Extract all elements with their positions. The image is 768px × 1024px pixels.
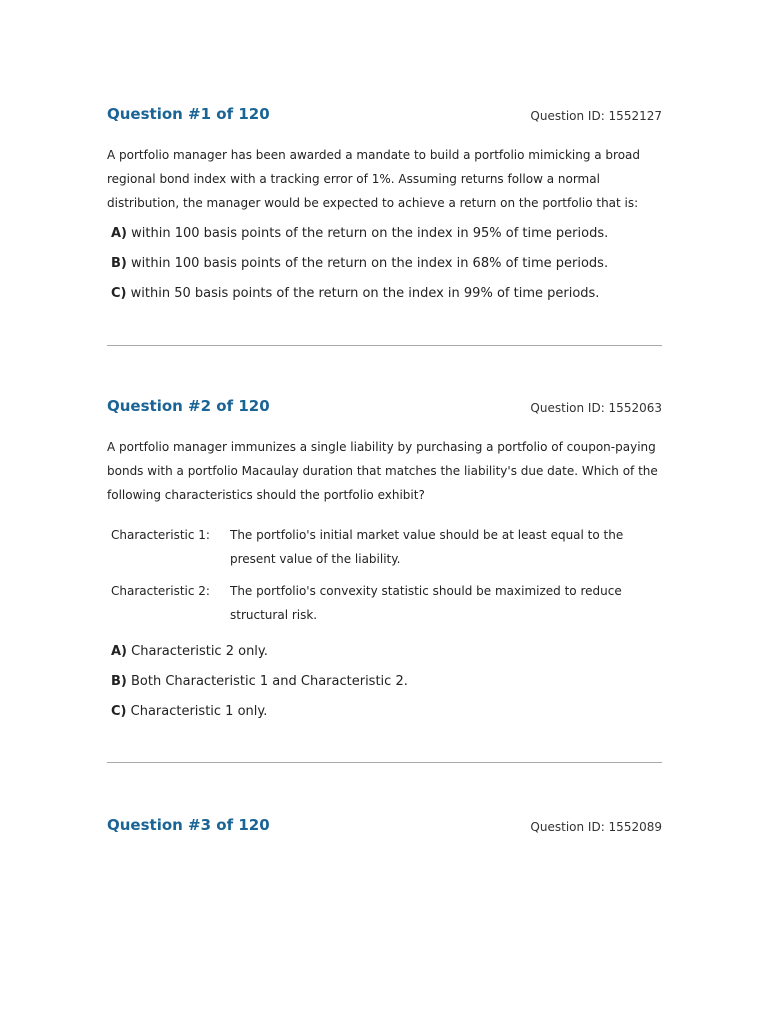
- answer-letter: C): [111, 704, 127, 719]
- question-title: Question #2 of 120: [107, 397, 270, 415]
- question-1: [107, 105, 662, 309]
- answer-letter: A): [111, 644, 128, 659]
- characteristic-label: Characteristic 1:: [111, 528, 210, 542]
- question-header: [107, 397, 662, 421]
- question-text: A portfolio manager has been awarded a mandate to build a portfolio mimicking a broad regional bond index with a tracking error of 1%. Assuming returns follow a normal distribution, the manager would be expected to achieve a return on the portfolio that is:: [107, 148, 641, 210]
- characteristics-table: [107, 523, 662, 627]
- answer-letter: C): [111, 286, 127, 301]
- question-3: [107, 816, 662, 840]
- question-header: [107, 105, 662, 129]
- answer-option-c[interactable]: [111, 697, 662, 727]
- answer-option-a[interactable]: [111, 637, 662, 667]
- characteristic-label: Characteristic 2:: [111, 584, 210, 598]
- question-divider: [107, 345, 662, 346]
- question-header: [107, 816, 662, 840]
- characteristic-row: [111, 579, 662, 627]
- characteristic-row: [111, 523, 662, 571]
- answer-text: Characteristic 2 only.: [131, 644, 268, 659]
- answer-letter: B): [111, 674, 127, 689]
- characteristic-text: The portfolio's initial market value should be at least equal to the present value of the liability.: [230, 528, 624, 566]
- question-2: [107, 397, 662, 727]
- question-id: Question ID: 1552089: [530, 820, 662, 834]
- question-divider: [107, 762, 662, 763]
- question-id: Question ID: 1552127: [530, 109, 662, 123]
- question-title: Question #3 of 120: [107, 816, 270, 834]
- answer-list: [107, 637, 662, 727]
- answer-text: within 100 basis points of the return on the index in 68% of time periods.: [131, 256, 609, 271]
- question-title: Question #1 of 120: [107, 105, 270, 123]
- answer-option-b[interactable]: [111, 667, 662, 697]
- answer-text: within 100 basis points of the return on the index in 95% of time periods.: [131, 226, 609, 241]
- answer-text: within 50 basis points of the return on the index in 99% of time periods.: [130, 286, 600, 301]
- answer-option-c[interactable]: [111, 279, 662, 309]
- answer-list: [107, 219, 662, 309]
- answer-text: Characteristic 1 only.: [130, 704, 268, 719]
- answer-option-a[interactable]: [111, 219, 662, 249]
- answer-text: Both Characteristic 1 and Characteristic 2.: [131, 674, 408, 689]
- answer-letter: A): [111, 226, 128, 241]
- question-id: Question ID: 1552063: [530, 401, 662, 415]
- answer-option-b[interactable]: [111, 249, 662, 279]
- answer-letter: B): [111, 256, 127, 271]
- characteristic-text: The portfolio's convexity statistic should be maximized to reduce structural risk.: [230, 584, 622, 622]
- question-text: A portfolio manager immunizes a single liability by purchasing a portfolio of coupon-paying bonds with a portfolio Macaulay duration that matches the liability's due date. Which of the following characteristics should the portfolio exhibit?: [107, 440, 658, 502]
